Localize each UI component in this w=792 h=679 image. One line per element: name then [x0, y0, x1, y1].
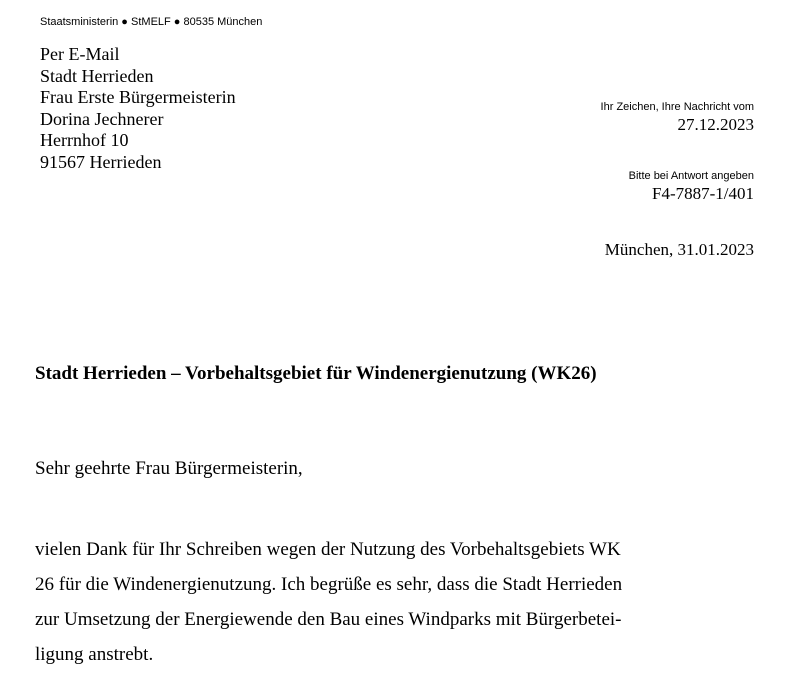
- sender-line: Staatsministerin ● StMELF ● 80535 München: [40, 16, 263, 28]
- body-line: 26 für die Windenergienutzung. Ich begrüße es sehr, dass die Stadt Herrieden: [35, 574, 623, 595]
- recipient-line: Per E-Mail: [40, 44, 120, 64]
- your-reference-block: [601, 100, 754, 135]
- your-reference-value: 27.12.2023: [677, 115, 754, 134]
- recipient-line: Herrnhof 10: [40, 130, 129, 150]
- body-line: vielen Dank für Ihr Schreiben wegen der Nutzung des Vorbehaltsgebiets WK: [35, 539, 621, 560]
- your-reference-label: Ihr Zeichen, Ihre Nachricht vom: [600, 101, 754, 113]
- letter-date: München, 31.01.2023: [604, 240, 754, 259]
- body-line: zur Umsetzung der Energiewende den Bau eines Windparks mit Bürgerbetei-: [35, 609, 622, 630]
- our-reference-value: F4-7887-1/401: [652, 184, 754, 203]
- our-reference-label: Bitte bei Antwort angeben: [628, 170, 754, 182]
- body-line: ligung anstrebt.: [35, 644, 154, 665]
- recipient-line: 91567 Herrieden: [40, 151, 162, 172]
- salutation: Sehr geehrte Frau Bürgermeisterin,: [35, 458, 303, 479]
- recipient-line: Frau Erste Bürgermeisterin: [40, 87, 236, 107]
- letter-body: [35, 532, 755, 672]
- recipient-line: Dorina Jechnerer: [40, 108, 164, 129]
- recipient-line: Stadt Herrieden: [40, 65, 154, 86]
- letter-subject: Stadt Herrieden – Vorbehaltsgebiet für Windenergienutzung (WK26): [35, 363, 597, 384]
- our-reference-block: [629, 169, 754, 204]
- recipient-address: [40, 44, 236, 173]
